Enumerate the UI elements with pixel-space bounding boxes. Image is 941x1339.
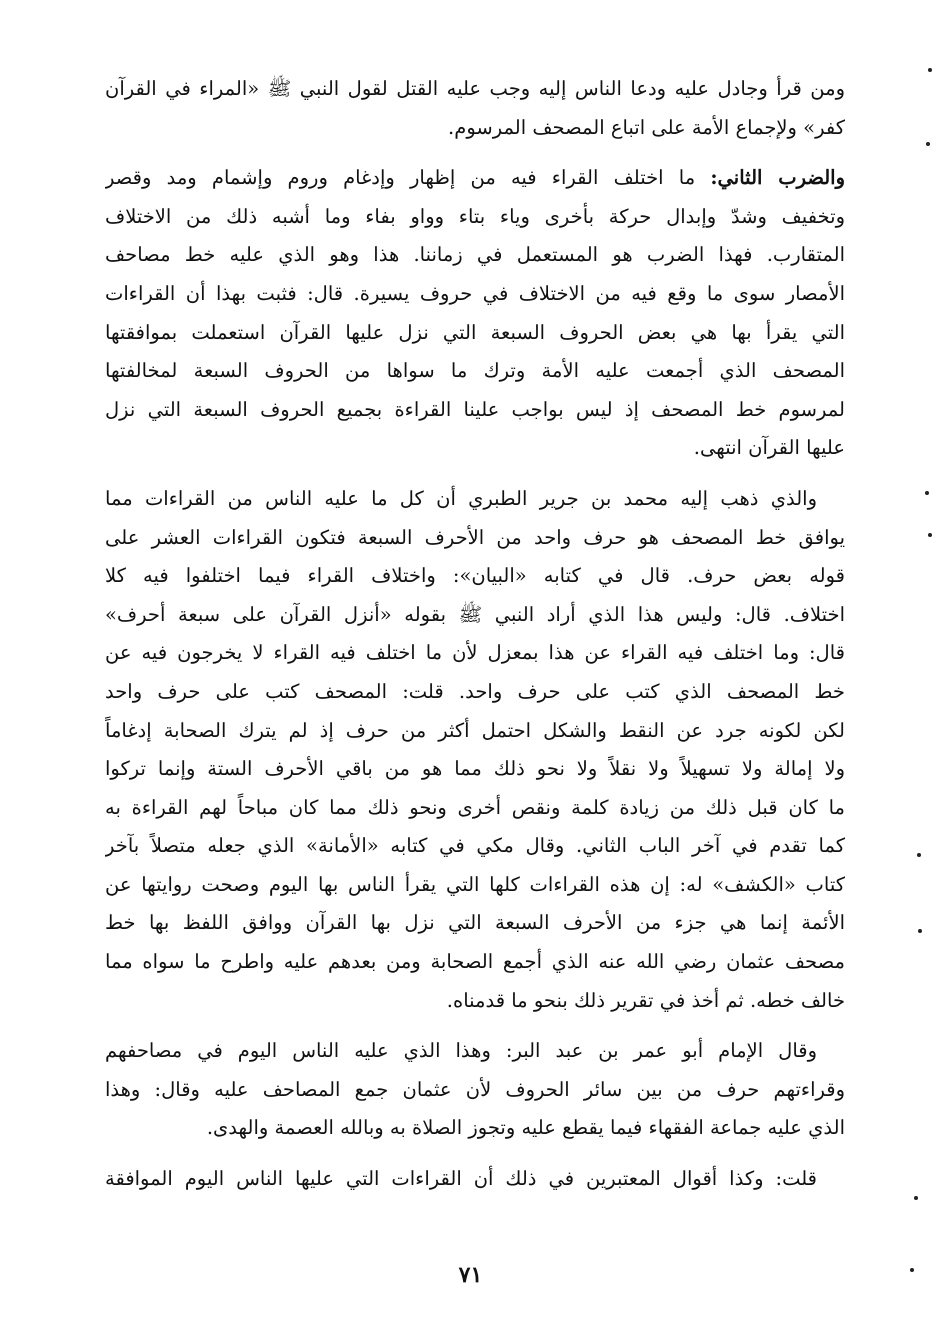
paragraph (105, 1032, 845, 1148)
text-line: الأمصار سوى ما وقع فيه من الاختلاف في حروف يسيرة. قال: فثبت بهذا أن القراءات (105, 281, 845, 305)
text-line: اختلاف. قال: وليس هذا الذي أراد النبي ﷺ بقوله «أنزل القرآن على سبعة أحرف» (105, 602, 845, 626)
margin-mark (928, 533, 932, 537)
text-line: مصحف عثمان رضي الله عنه الذي أجمع الصحابة ومن بعدهم عليه واطرح ما سواه مما (105, 950, 845, 974)
paragraph (105, 70, 845, 147)
margin-mark (918, 929, 922, 933)
text-line: التي يقرأ بها هي بعض الحروف السبعة التي نزل عليها القرآن استعملت بموافقتها (105, 320, 845, 344)
text-line: كتاب «الكشف» له: إن هذه القراءات كلها التي يقرأ الناس بها اليوم وصحت روايتها عن (105, 872, 845, 896)
text-line: وقراءتهم حرف من بين سائر الحروف لأن عثمان جمع المصاحف عليه وقال: وهذا (105, 1077, 845, 1101)
text-fragment: ما اختلف القراء فيه من إظهار وإدغام وروم وإشمام ومد وقصر (105, 166, 711, 190)
paragraph (105, 480, 845, 1020)
text-line: قال: وما اختلف فيه القراء عن هذا بمعزل لأن ما اختلف فيه القراء لا يخرجون فيه عن (105, 641, 845, 665)
text-line: ما كان قبل ذلك من زيادة كلمة ونقص أخرى ونحو ذلك مما كان مباحاً لهم القراءة به (105, 795, 845, 819)
text-line: ولا إمالة ولا تسهيلاً ولا نقلاً ولا نحو ذلك مما هو من باقي الأحرف الستة وإنما تركوا (105, 757, 845, 781)
margin-mark (914, 1196, 918, 1200)
text-line: المصحف الذي أجمعت عليه الأمة وترك ما سواها من الحروف السبعة لمخالفتها (105, 359, 845, 383)
margin-mark (925, 491, 929, 495)
text-line: وتخفيف وشدّ وإبدال حركة بأخرى وياء بتاء وواو بفاء وما أشبه ذلك من الاختلاف (105, 204, 845, 228)
text-line: والذي ذهب إليه محمد بن جرير الطبري أن كل ما عليه الناس من القراءات مما (105, 486, 817, 510)
text-line: المتقارب. فهذا الضرب هو المستعمل في زماننا. هذا وهو الذي عليه خط مصاحف (105, 243, 845, 267)
text-line: وقال الإمام أبو عمر بن عبد البر: وهذا الذي عليه الناس اليوم في مصاحفهم (105, 1039, 817, 1063)
margin-mark (928, 68, 932, 72)
text-line: الأئمة إنما هي جزء من الأحرف السبعة التي نزل بها القرآن ووافق اللفظ بها خط (105, 911, 845, 935)
text-line: لكن لكونه جرد عن النقط والشكل احتمل أكثر من حرف إذ لم يترك الصحابة إدغاماً (105, 718, 845, 742)
text-line: كما تقدم في آخر الباب الثاني. وقال مكي في كتابه «الأمانة» الذي جعله متصلاً بآخر (105, 834, 845, 858)
margin-mark (917, 853, 921, 857)
text-line (105, 159, 845, 198)
text-line: قوله بعض حرف. قال في كتابه «البيان»: واختلاف القراء فيما اختلفوا فيه كلا (105, 564, 845, 588)
text-line: الذي عليه جماعة الفقهاء فيما يقطع عليه وتجوز الصلاة به وبالله العصمة والهدى. (206, 1116, 845, 1140)
text-line: خط المصحف الذي كتب على حرف واحد. قلت: المصحف كتب على حرف واحد (105, 679, 845, 703)
margin-mark (910, 1268, 914, 1272)
margin-mark (926, 142, 930, 146)
page-body (105, 70, 845, 1211)
text-line: ومن قرأ وجادل عليه ودعا الناس إليه وجب عليه القتل لقول النبي ﷺ «المراء في القرآن (105, 77, 845, 100)
text-line: يوافق خط المصحف هو حرف واحد من الأحرف السبعة فتكون القراءات العشر على (105, 525, 845, 549)
section-lead: والضرب الثاني: (710, 166, 845, 190)
text-line: قلت: وكذا أقوال المعتبرين في ذلك أن القراءات التي عليها الناس اليوم الموافقة (105, 1167, 817, 1191)
paragraph (105, 159, 845, 468)
text-line: خالف خطه. ثم أخذ في تقرير ذلك بنحو ما قدمناه. (446, 988, 845, 1012)
paragraph (105, 1160, 845, 1199)
text-line: لمرسوم خط المصحف إذ ليس بواجب علينا القراءة بجميع الحروف السبعة التي نزل (105, 397, 845, 421)
page-number: ٧١ (458, 1262, 483, 1288)
text-line: عليها القرآن انتهى. (693, 436, 845, 460)
text-line: كفر» ولإجماع الأمة على اتباع المصحف المرسوم. (448, 115, 845, 139)
